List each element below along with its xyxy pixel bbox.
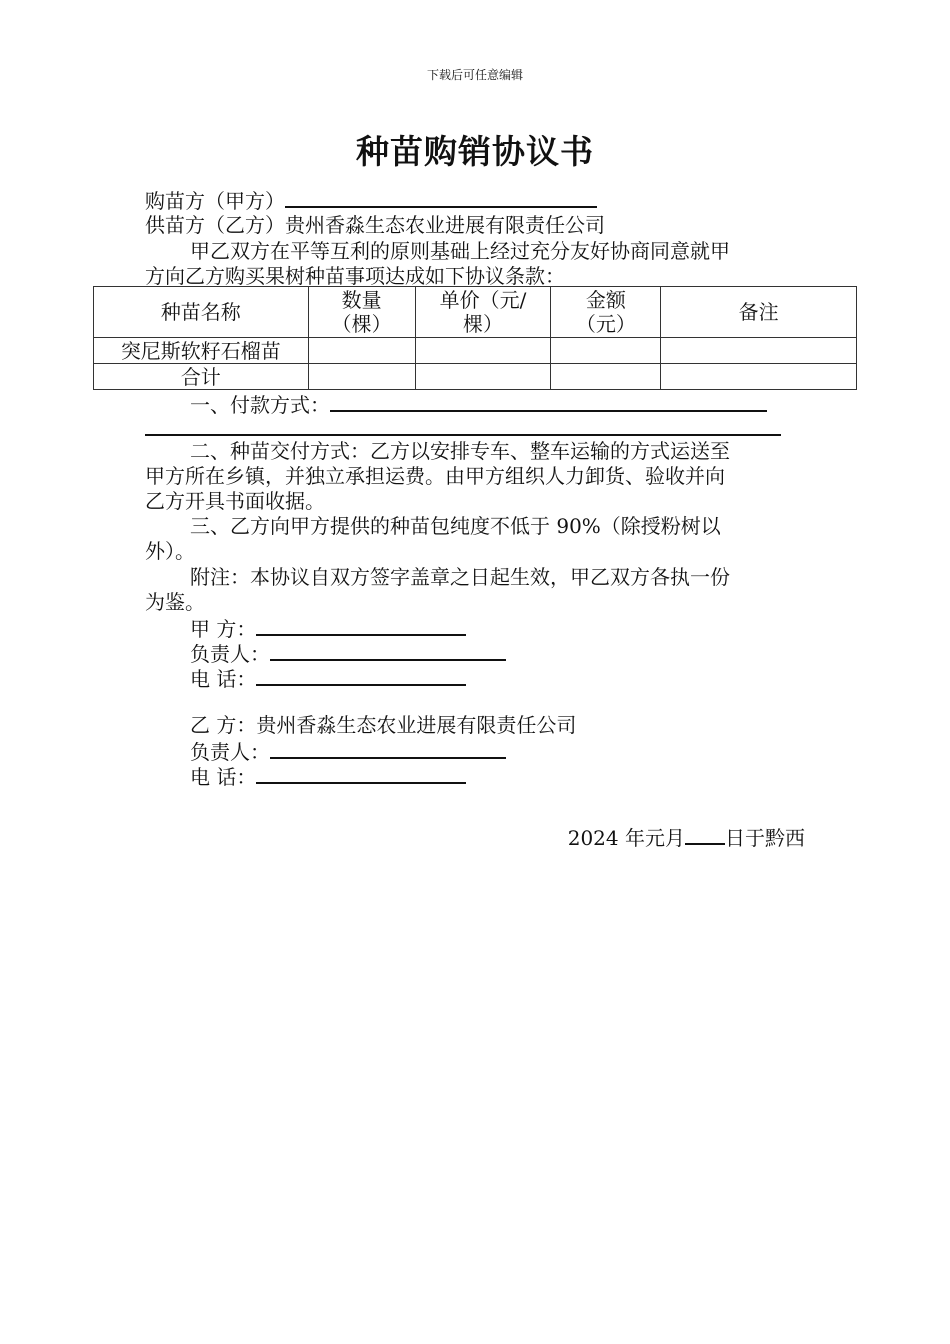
date-line: [568, 823, 805, 851]
supplier-line: 供苗方（乙方）贵州香淼生态农业进展有限责任公司: [145, 213, 605, 237]
cell-qty[interactable]: [308, 338, 415, 364]
cell-total-label: 合计: [94, 364, 309, 390]
header-cell-qty: 数量 （棵）: [308, 287, 415, 338]
clause-2-line-1: 二、种苗交付方式：乙方以安排专车、整车运输的方式运送至: [190, 439, 730, 463]
table-header-row: [94, 287, 857, 338]
cell-note[interactable]: [661, 338, 857, 364]
cell-name: 突尼斯软籽石榴苗: [94, 338, 309, 364]
cell-price[interactable]: [415, 338, 551, 364]
party-b-manager-blank[interactable]: [270, 737, 506, 759]
header-note: 下载后可任意编辑: [426, 68, 523, 82]
party-a-line: [190, 614, 466, 642]
payment-blank-line-2[interactable]: [145, 434, 781, 436]
party-b-phone-line: [190, 762, 466, 790]
cell-amount[interactable]: [551, 338, 661, 364]
party-b-label: 乙 方：: [190, 713, 257, 737]
clause-1-label: 一、付款方式：: [190, 393, 330, 417]
seedling-table: [93, 286, 857, 390]
table-row: [94, 338, 857, 364]
party-a-blank[interactable]: [256, 614, 466, 636]
header-cell-amount: 金额 （元）: [551, 287, 661, 338]
clause-3-line-1: 三、乙方向甲方提供的种苗包纯度不低于 90%（除授粉树以: [190, 514, 721, 538]
party-b-manager-line: [190, 737, 506, 765]
header-cell-price: 单价（元/ 棵）: [415, 287, 551, 338]
party-b-phone-blank[interactable]: [256, 762, 466, 784]
cell-total-amount[interactable]: [551, 364, 661, 390]
intro-line-1: 甲乙双方在平等互利的原则基础上经过充分友好协商同意就甲: [190, 239, 730, 263]
buyer-line: [145, 186, 597, 214]
buyer-label: 购苗方（甲方）: [145, 189, 285, 213]
party-a-phone-label: 电 话：: [190, 667, 257, 691]
header-cell-name: 种苗名称: [94, 287, 309, 338]
date-prefix: 2024 年元月: [567, 826, 685, 850]
cell-total-price[interactable]: [415, 364, 551, 390]
table-row-total: [94, 364, 857, 390]
clause-3-line-2: 外）。: [145, 539, 195, 563]
payment-blank[interactable]: [330, 390, 767, 412]
party-b-company: 贵州香淼生态农业进展有限责任公司: [256, 713, 577, 737]
cell-total-note[interactable]: [661, 364, 857, 390]
party-b-manager-label: 负责人：: [190, 740, 270, 764]
party-a-phone-line: [190, 664, 466, 692]
note-line-1: 附注：本协议自双方签字盖章之日起生效，甲乙双方各执一份: [190, 565, 730, 589]
party-a-manager-line: [190, 639, 506, 667]
intro-line-2: 方向乙方购买果树种苗事项达成如下协议条款：: [145, 264, 565, 288]
party-a-label: 甲 方：: [190, 617, 257, 641]
header-cell-note: 备注: [661, 287, 857, 338]
party-a-phone-blank[interactable]: [256, 664, 466, 686]
party-a-manager-label: 负责人：: [190, 642, 270, 666]
party-b-line: [190, 712, 576, 738]
date-day-blank[interactable]: [685, 823, 725, 845]
clause-1-line: [190, 390, 767, 418]
cell-total-qty[interactable]: [308, 364, 415, 390]
party-b-phone-label: 电 话：: [190, 765, 257, 789]
note-line-2: 为鉴。: [145, 590, 205, 614]
document-title: 种苗购销协议书: [356, 132, 594, 171]
date-suffix: 日于黔西: [725, 826, 805, 850]
party-a-manager-blank[interactable]: [270, 639, 506, 661]
clause-2-line-3: 乙方开具书面收据。: [145, 489, 325, 513]
clause-2-line-2: 甲方所在乡镇，并独立承担运费。由甲方组织人力卸货、验收并向: [145, 464, 725, 488]
buyer-blank[interactable]: [285, 186, 597, 208]
